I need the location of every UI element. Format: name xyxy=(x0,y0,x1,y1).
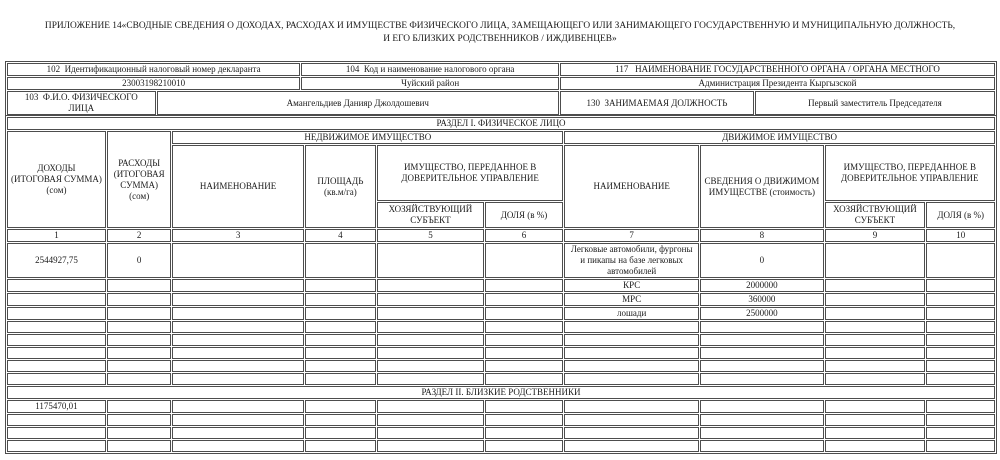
empty-cell xyxy=(926,400,995,413)
empty-cell xyxy=(305,427,376,439)
empty-cell xyxy=(172,427,303,439)
table-row xyxy=(7,293,995,306)
empty-cell xyxy=(172,307,303,320)
empty-cell xyxy=(825,243,926,278)
empty-cell xyxy=(107,293,172,306)
document-title-line-2: И ЕГО БЛИЗКИХ РОДСТВЕННИКОВ / ИЖДИВЕНЦЕВ» xyxy=(383,34,617,44)
col-number-7: 7 xyxy=(564,229,699,242)
empty-cell xyxy=(7,414,106,426)
empty-cell xyxy=(107,440,172,452)
empty-cell xyxy=(7,373,106,385)
empty-cell xyxy=(172,334,303,346)
empty-cell xyxy=(377,279,484,292)
income-total-cell: 2544927,75 xyxy=(7,243,106,278)
empty-cell xyxy=(825,427,926,439)
empty-cell xyxy=(305,400,376,413)
declarant-info-table xyxy=(5,61,997,117)
empty-cell xyxy=(926,427,995,439)
empty-cell xyxy=(564,427,699,439)
position-label-cell: 130 ЗАНИМАЕМАЯ ДОЛЖНОСТЬ xyxy=(560,91,754,115)
empty-cell xyxy=(485,360,563,372)
col-header-name-movable: НАИМЕНОВАНИЕ xyxy=(564,145,699,228)
empty-cell xyxy=(825,414,926,426)
fio-label-cell: 103 Ф.И.О. ФИЗИЧЕСКОГО ЛИЦА xyxy=(7,91,156,115)
empty-cell xyxy=(926,440,995,452)
col-header-share-immovable: ДОЛЯ (в %) xyxy=(485,202,563,228)
movable-item-name: КРС xyxy=(564,279,699,292)
empty-cell xyxy=(485,321,563,333)
empty-cell xyxy=(107,373,172,385)
tin-value-cell: 23003198210010 xyxy=(7,77,300,90)
col-group-trust-immovable: ИМУЩЕСТВО, ПЕРЕДАННОЕ В ДОВЕРИТЕЛЬНОЕ УПРАВЛЕНИЕ xyxy=(377,145,563,201)
empty-cell xyxy=(485,440,563,452)
col-number-3: 3 xyxy=(172,229,303,242)
empty-cell xyxy=(107,279,172,292)
empty-cell xyxy=(377,321,484,333)
empty-cell xyxy=(107,307,172,320)
empty-cell xyxy=(926,293,995,306)
empty-cell xyxy=(700,440,823,452)
col-number-4: 4 xyxy=(305,229,376,242)
section-2-heading: РАЗДЕЛ II. БЛИЗКИЕ РОДСТВЕННИКИ xyxy=(7,386,995,399)
col-number-2: 2 xyxy=(107,229,172,242)
empty-cell xyxy=(377,334,484,346)
empty-cell xyxy=(700,400,823,413)
empty-cell xyxy=(377,360,484,372)
table-row xyxy=(7,334,995,346)
empty-cell xyxy=(926,307,995,320)
empty-cell xyxy=(485,347,563,359)
movable-item-value: 2500000 xyxy=(700,307,823,320)
table-row xyxy=(7,414,995,426)
table-row xyxy=(7,440,995,452)
empty-cell xyxy=(172,400,303,413)
empty-cell xyxy=(377,427,484,439)
empty-cell xyxy=(107,400,172,413)
empty-cell xyxy=(7,427,106,439)
movable-item-name: МРС xyxy=(564,293,699,306)
empty-cell xyxy=(926,243,995,278)
col-number-5: 5 xyxy=(377,229,484,242)
empty-cell xyxy=(172,414,303,426)
empty-cell xyxy=(7,360,106,372)
empty-cell xyxy=(700,360,823,372)
empty-cell xyxy=(700,373,823,385)
col-header-name-immovable: НАИМЕНОВАНИЕ xyxy=(172,145,303,228)
empty-cell xyxy=(926,321,995,333)
empty-cell xyxy=(700,347,823,359)
tax-organ-label-cell: 104 Код и наименование налогового органа xyxy=(301,63,559,76)
empty-cell xyxy=(700,427,823,439)
tax-organ-value-cell: Чуйский район xyxy=(301,77,559,90)
empty-cell xyxy=(172,360,303,372)
empty-cell xyxy=(485,334,563,346)
document-title xyxy=(8,20,992,46)
empty-cell xyxy=(377,440,484,452)
assets-table xyxy=(5,115,997,454)
empty-cell xyxy=(825,360,926,372)
empty-cell xyxy=(305,440,376,452)
empty-cell xyxy=(172,243,303,278)
empty-cell xyxy=(485,293,563,306)
table-row xyxy=(7,400,995,413)
empty-cell xyxy=(564,440,699,452)
empty-cell xyxy=(564,400,699,413)
movable-item-name: лошади xyxy=(564,307,699,320)
empty-cell xyxy=(377,373,484,385)
movable-item-value: 0 xyxy=(700,243,823,278)
empty-cell xyxy=(564,360,699,372)
col-header-movable-info: СВЕДЕНИЯ О ДВИЖИМОМ ИМУЩЕСТВЕ (стоимость) xyxy=(700,145,823,228)
empty-cell xyxy=(926,360,995,372)
col-header-share-movable: ДОЛЯ (в %) xyxy=(926,202,995,228)
col-number-8: 8 xyxy=(700,229,823,242)
empty-cell xyxy=(926,334,995,346)
empty-cell xyxy=(377,400,484,413)
empty-cell xyxy=(172,321,303,333)
col-number-1: 1 xyxy=(7,229,106,242)
empty-cell xyxy=(305,293,376,306)
table-row xyxy=(7,347,995,359)
empty-cell xyxy=(7,334,106,346)
empty-cell xyxy=(926,414,995,426)
empty-cell xyxy=(305,334,376,346)
empty-cell xyxy=(700,334,823,346)
empty-cell xyxy=(7,279,106,292)
empty-cell xyxy=(305,360,376,372)
empty-cell xyxy=(172,293,303,306)
empty-cell xyxy=(305,414,376,426)
empty-cell xyxy=(107,321,172,333)
empty-cell xyxy=(172,279,303,292)
empty-cell xyxy=(825,307,926,320)
empty-cell xyxy=(564,321,699,333)
empty-cell xyxy=(825,347,926,359)
empty-cell xyxy=(377,347,484,359)
empty-cell xyxy=(700,414,823,426)
relatives-income-total-cell: 1175470,01 xyxy=(7,400,106,413)
empty-cell xyxy=(485,427,563,439)
empty-cell xyxy=(825,279,926,292)
movable-item-value: 360000 xyxy=(700,293,823,306)
empty-cell xyxy=(7,321,106,333)
col-group-trust-movable: ИМУЩЕСТВО, ПЕРЕДАННОЕ В ДОВЕРИТЕЛЬНОЕ УПРАВЛЕНИЕ xyxy=(825,145,995,201)
col-header-income: ДОХОДЫ (ИТОГОВАЯ СУММА) (сом) xyxy=(7,131,106,228)
col-group-movable: ДВИЖИМОЕ ИМУЩЕСТВО xyxy=(564,131,995,144)
expense-total-cell: 0 xyxy=(107,243,172,278)
empty-cell xyxy=(377,307,484,320)
empty-cell xyxy=(825,293,926,306)
empty-cell xyxy=(825,373,926,385)
empty-cell xyxy=(107,334,172,346)
col-header-expense: РАСХОДЫ (ИТОГОВАЯ СУММА) (сом) xyxy=(107,131,172,228)
table-row xyxy=(7,243,995,278)
empty-cell xyxy=(926,279,995,292)
empty-cell xyxy=(564,334,699,346)
empty-cell xyxy=(377,414,484,426)
state-organ-label-cell: 117 НАИМЕНОВАНИЕ ГОСУДАРСТВЕННОГО ОРГАНА / ОРГАНА МЕСТНОГО xyxy=(560,63,995,76)
empty-cell xyxy=(377,243,484,278)
col-number-9: 9 xyxy=(825,229,926,242)
empty-cell xyxy=(7,347,106,359)
empty-cell xyxy=(564,347,699,359)
table-row xyxy=(7,373,995,385)
empty-cell xyxy=(7,307,106,320)
empty-cell xyxy=(377,293,484,306)
table-row xyxy=(7,321,995,333)
empty-cell xyxy=(485,279,563,292)
empty-cell xyxy=(7,293,106,306)
col-header-entity-movable: ХОЗЯЙСТВУЮЩИЙ СУБЪЕКТ xyxy=(825,202,926,228)
empty-cell xyxy=(107,347,172,359)
empty-cell xyxy=(926,373,995,385)
empty-cell xyxy=(700,321,823,333)
col-number-6: 6 xyxy=(485,229,563,242)
table-row xyxy=(7,307,995,320)
empty-cell xyxy=(305,243,376,278)
empty-cell xyxy=(825,400,926,413)
empty-cell xyxy=(485,243,563,278)
col-header-area: ПЛОЩАДЬ (кв.м/га) xyxy=(305,145,376,228)
empty-cell xyxy=(305,373,376,385)
empty-cell xyxy=(172,373,303,385)
table-row xyxy=(7,360,995,372)
tin-label-cell: 102 Идентификационный налоговый номер декларанта xyxy=(7,63,300,76)
empty-cell xyxy=(485,400,563,413)
document-title-line-1: ПРИЛОЖЕНИЕ 14«СВОДНЫЕ СВЕДЕНИЯ О ДОХОДАХ, РАСХОДАХ И ИМУЩЕСТВЕ ФИЗИЧЕСКОГО ЛИЦА, ЗАМЕЩАЮЩЕГО ИЛИ ЗАНИМАЮЩЕГО ГОСУДАРСТВЕННУЮ И МУНИЦИПАЛЬНУЮ ДОЛЖНОСТЬ, xyxy=(44,21,956,31)
empty-cell xyxy=(564,373,699,385)
empty-cell xyxy=(305,307,376,320)
empty-cell xyxy=(926,347,995,359)
empty-cell xyxy=(107,414,172,426)
empty-cell xyxy=(825,321,926,333)
col-group-immovable: НЕДВИЖИМОЕ ИМУЩЕСТВО xyxy=(172,131,563,144)
empty-cell xyxy=(172,347,303,359)
empty-cell xyxy=(564,414,699,426)
state-organ-value-cell: Администрация Президента Кыргызской xyxy=(560,77,995,90)
empty-cell xyxy=(485,414,563,426)
empty-cell xyxy=(305,347,376,359)
empty-cell xyxy=(485,307,563,320)
empty-cell xyxy=(172,440,303,452)
empty-cell xyxy=(107,360,172,372)
position-value-cell: Первый заместитель Председателя xyxy=(755,91,995,115)
empty-cell xyxy=(7,440,106,452)
section-1-heading: РАЗДЕЛ I. ФИЗИЧЕСКОЕ ЛИЦО xyxy=(7,117,995,130)
table-row xyxy=(7,279,995,292)
empty-cell xyxy=(825,334,926,346)
movable-item-value: 2000000 xyxy=(700,279,823,292)
empty-cell xyxy=(305,321,376,333)
fio-value-cell: Амангельдиев Данияр Джолдошевич xyxy=(157,91,559,115)
empty-cell xyxy=(107,427,172,439)
movable-item-name: Легковые автомобили, фургоны и пикапы на базе легковых автомобилей xyxy=(564,243,699,278)
col-number-10: 10 xyxy=(926,229,995,242)
col-header-entity-immovable: ХОЗЯЙСТВУЮЩИЙ СУБЪЕКТ xyxy=(377,202,484,228)
empty-cell xyxy=(825,440,926,452)
empty-cell xyxy=(305,279,376,292)
empty-cell xyxy=(485,373,563,385)
table-row xyxy=(7,427,995,439)
